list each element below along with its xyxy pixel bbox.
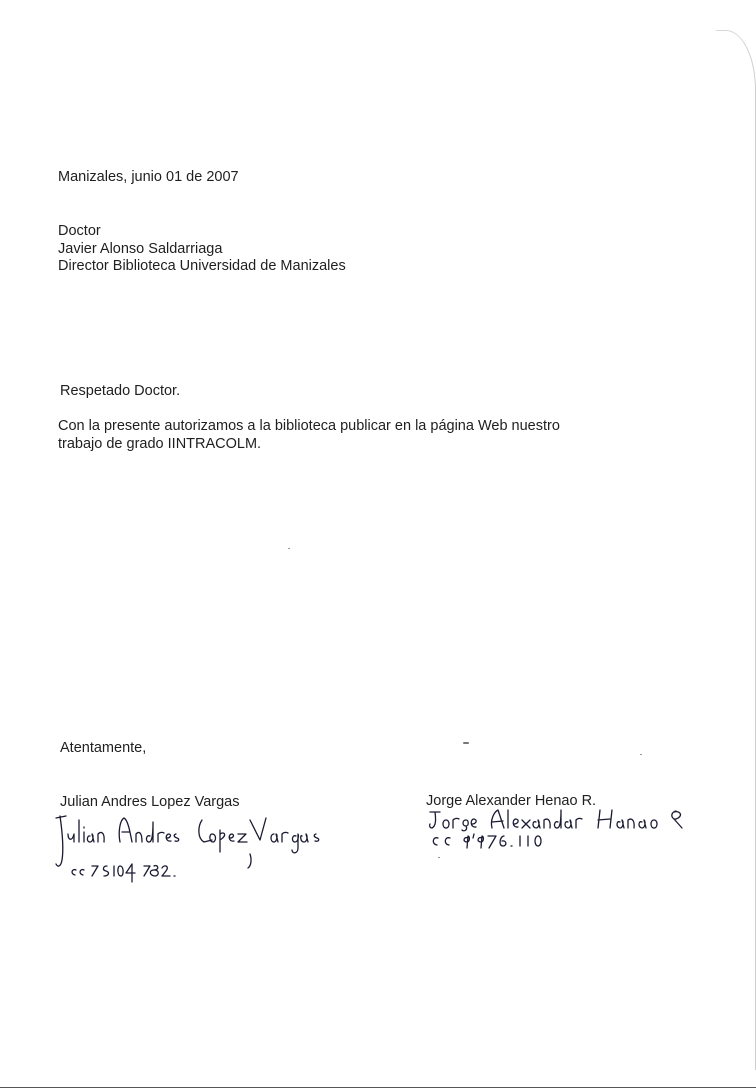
- scan-mark: [640, 754, 642, 755]
- recipient-title: Doctor: [58, 223, 101, 239]
- signatory-1-printed-name: Julian Andres Lopez Vargas: [60, 794, 240, 810]
- recipient-position: Director Biblioteca Universidad de Manizales: [58, 258, 346, 274]
- body-line-1: Con la presente autorizamos a la biblioteca publicar en la página Web nuestro: [58, 418, 560, 434]
- scan-mark: [438, 857, 440, 858]
- signature-2-handwriting: [428, 806, 698, 856]
- place-date: Manizales, junio 01 de 2007: [58, 169, 239, 185]
- signature-1-handwriting: [52, 808, 282, 888]
- page-edge: [716, 30, 756, 1070]
- signatory-2-printed-name: Jorge Alexander Henao R.: [426, 793, 597, 809]
- salutation: Respetado Doctor.: [60, 383, 181, 399]
- closing: Atentamente,: [60, 740, 147, 756]
- body-line-2: trabajo de grado IINTRACOLM.: [58, 436, 262, 452]
- recipient-name: Javier Alonso Saldarriaga: [58, 241, 223, 257]
- scan-mark: [288, 548, 290, 549]
- page-bottom-edge: [0, 1087, 756, 1088]
- scan-mark: [463, 742, 469, 744]
